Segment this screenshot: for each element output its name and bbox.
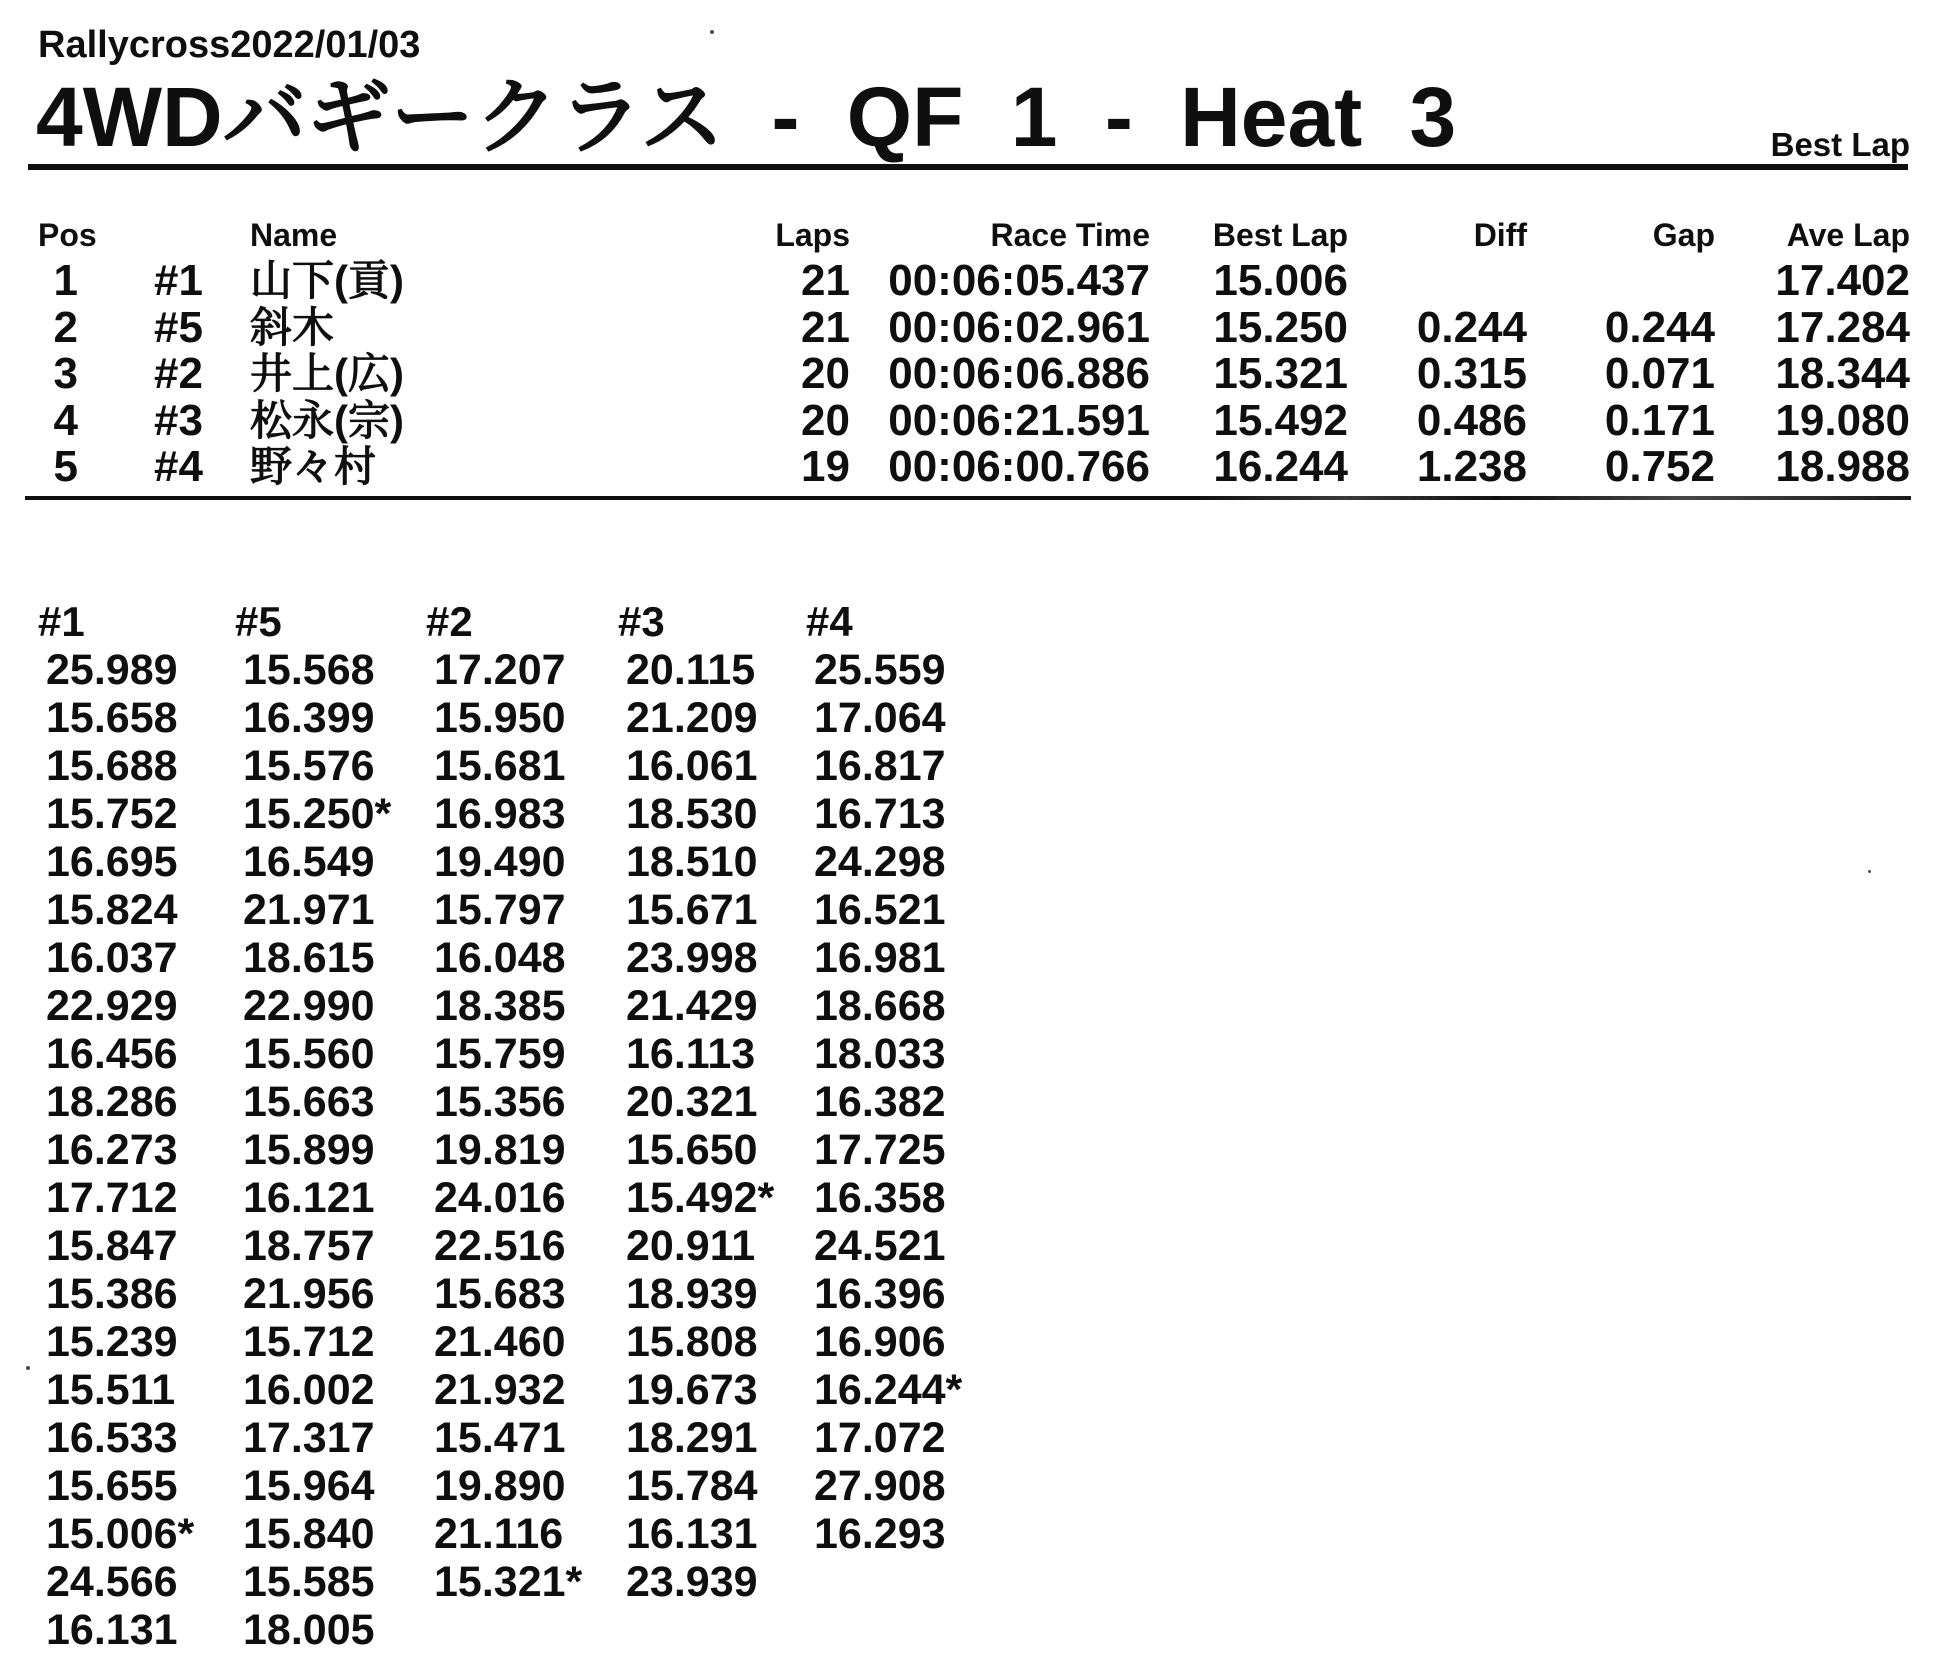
lap-time: 15.576 bbox=[243, 742, 375, 790]
results-body bbox=[38, 258, 1910, 490]
lap-time: 21.932 bbox=[434, 1366, 566, 1414]
col-header-laps: Laps bbox=[775, 217, 850, 253]
cell-car-number: #1 bbox=[154, 256, 203, 306]
cell-ave-lap: 18.344 bbox=[1775, 349, 1910, 399]
lap-time: 15.492* bbox=[626, 1174, 775, 1222]
cell-laps: 21 bbox=[801, 256, 850, 306]
lap-time: 21.116 bbox=[434, 1510, 564, 1558]
results-divider-line bbox=[25, 496, 1911, 500]
col-header-name: Name bbox=[250, 217, 338, 253]
lap-time: 17.064 bbox=[814, 694, 946, 742]
title-divider-line bbox=[28, 164, 1908, 170]
cell-ave-lap: 17.284 bbox=[1775, 302, 1910, 352]
lap-time: 21.209 bbox=[626, 694, 758, 742]
lap-time: 24.566 bbox=[46, 1558, 178, 1606]
cell-car-number: #2 bbox=[154, 349, 203, 399]
lap-time: 18.291 bbox=[626, 1414, 758, 1462]
lap-time: 16.121 bbox=[243, 1174, 375, 1222]
lap-time: 16.037 bbox=[46, 934, 178, 982]
cell-car-number: #3 bbox=[154, 395, 203, 445]
lap-time: 15.964 bbox=[243, 1462, 375, 1510]
results-header-row bbox=[38, 212, 1910, 258]
lap-time: 16.533 bbox=[46, 1414, 178, 1462]
results-row bbox=[38, 351, 1910, 397]
scan-speck bbox=[26, 1366, 30, 1370]
lap-time: 15.847 bbox=[46, 1222, 178, 1270]
lap-time: 21.956 bbox=[243, 1270, 375, 1318]
lap-time: 21.971 bbox=[243, 886, 375, 934]
lap-time: 16.358 bbox=[814, 1174, 946, 1222]
lap-time: 22.929 bbox=[46, 982, 178, 1030]
lap-time: 18.286 bbox=[46, 1078, 178, 1126]
lap-time: 15.650 bbox=[626, 1126, 758, 1174]
lap-time: 15.663 bbox=[243, 1078, 375, 1126]
lap-time: 19.819 bbox=[434, 1126, 566, 1174]
cell-race-time: 00:06:00.766 bbox=[888, 441, 1150, 491]
col-header-pos: Pos bbox=[38, 217, 97, 253]
cell-race-time: 00:06:05.437 bbox=[888, 256, 1150, 306]
lap-time: 15.386 bbox=[46, 1270, 178, 1318]
lap-time: 19.673 bbox=[626, 1366, 758, 1414]
col-header-racetime: Race Time bbox=[990, 217, 1150, 253]
lap-time: 16.131 bbox=[46, 1606, 178, 1654]
lap-time: 21.429 bbox=[626, 982, 758, 1030]
lap-time: 15.671 bbox=[626, 886, 758, 934]
lap-time: 15.784 bbox=[626, 1462, 758, 1510]
col-header-gap: Gap bbox=[1652, 217, 1715, 253]
car-number-header: #4 bbox=[806, 598, 853, 645]
results-row bbox=[38, 258, 1910, 304]
cell-best-lap: 15.250 bbox=[1213, 302, 1348, 352]
lap-time: 16.113 bbox=[626, 1030, 756, 1078]
lap-time: 15.683 bbox=[434, 1270, 566, 1318]
cell-race-time: 00:06:02.961 bbox=[888, 302, 1150, 352]
lap-time: 15.006* bbox=[46, 1510, 195, 1558]
lap-time: 20.911 bbox=[626, 1222, 756, 1270]
lap-time: 25.559 bbox=[814, 646, 946, 694]
lap-time: 24.298 bbox=[814, 838, 946, 886]
cell-race-time: 00:06:06.886 bbox=[888, 349, 1150, 399]
lap-time: 16.549 bbox=[243, 838, 375, 886]
cell-diff: 0.315 bbox=[1416, 349, 1527, 399]
lap-time: 16.293 bbox=[814, 1510, 946, 1558]
cell-laps: 20 bbox=[801, 395, 850, 445]
cell-pos: 3 bbox=[53, 349, 78, 399]
lap-time: 16.817 bbox=[814, 742, 946, 790]
lap-time: 16.521 bbox=[814, 886, 946, 934]
lap-time: 16.713 bbox=[814, 790, 946, 838]
lap-time: 25.989 bbox=[46, 646, 178, 694]
cell-gap: 0.071 bbox=[1604, 349, 1715, 399]
cell-driver-name: 山下(貢) bbox=[250, 257, 404, 305]
lap-time: 15.239 bbox=[46, 1318, 178, 1366]
cell-best-lap: 15.321 bbox=[1213, 349, 1348, 399]
lap-time: 15.250* bbox=[243, 790, 392, 838]
lap-time: 18.033 bbox=[814, 1030, 946, 1078]
lap-time: 16.399 bbox=[243, 694, 375, 742]
cell-race-time: 00:06:21.591 bbox=[888, 395, 1150, 445]
lap-time: 17.725 bbox=[814, 1126, 946, 1174]
col-header-bestlap: Best Lap bbox=[1212, 217, 1348, 253]
results-row bbox=[38, 395, 1910, 445]
lap-time: 15.797 bbox=[434, 886, 566, 934]
cell-laps: 21 bbox=[801, 302, 850, 352]
lap-time: 15.759 bbox=[434, 1030, 566, 1078]
lap-time: 15.356 bbox=[434, 1078, 566, 1126]
lap-time: 18.530 bbox=[626, 790, 758, 838]
cell-best-lap: 16.244 bbox=[1213, 441, 1348, 491]
lap-time: 15.511 bbox=[46, 1366, 176, 1414]
lap-time: 23.939 bbox=[626, 1558, 758, 1606]
lap-time: 22.990 bbox=[243, 982, 375, 1030]
cell-pos: 5 bbox=[53, 441, 78, 491]
lap-time: 22.516 bbox=[434, 1222, 566, 1270]
cell-laps: 20 bbox=[801, 349, 850, 399]
lap-column bbox=[235, 598, 427, 1654]
results-row bbox=[38, 302, 1910, 352]
cell-best-lap: 15.006 bbox=[1213, 256, 1348, 306]
lap-time: 15.808 bbox=[626, 1318, 758, 1366]
lap-time: 18.615 bbox=[243, 934, 375, 982]
lap-time: 16.273 bbox=[46, 1126, 178, 1174]
lap-time: 16.396 bbox=[814, 1270, 946, 1318]
lap-time: 18.385 bbox=[434, 982, 566, 1030]
cell-gap: 0.752 bbox=[1604, 441, 1715, 491]
car-number-header: #3 bbox=[618, 598, 665, 645]
lap-time: 27.908 bbox=[814, 1462, 946, 1510]
lap-time: 15.824 bbox=[46, 886, 178, 934]
lap-time: 15.752 bbox=[46, 790, 178, 838]
lap-time: 19.490 bbox=[434, 838, 566, 886]
lap-time: 15.655 bbox=[46, 1462, 178, 1510]
lap-time: 21.460 bbox=[434, 1318, 566, 1366]
page-title: 4WDバギークラス - QF 1 - Heat 3 bbox=[36, 70, 1457, 164]
cell-pos: 2 bbox=[53, 302, 78, 352]
cell-pos: 1 bbox=[53, 256, 78, 306]
lap-time: 15.471 bbox=[434, 1414, 566, 1462]
results-row bbox=[38, 441, 1910, 491]
lap-time: 24.016 bbox=[434, 1174, 566, 1222]
lap-time: 15.950 bbox=[434, 694, 566, 742]
lap-time: 20.115 bbox=[626, 646, 756, 694]
lap-column bbox=[618, 598, 810, 1606]
cell-driver-name: 斜木 bbox=[250, 303, 335, 351]
lap-time: 17.207 bbox=[434, 646, 566, 694]
lap-time: 20.321 bbox=[626, 1078, 758, 1126]
lap-time: 23.998 bbox=[626, 934, 758, 982]
cell-laps: 19 bbox=[801, 441, 850, 491]
cell-ave-lap: 19.080 bbox=[1775, 395, 1910, 445]
lap-time: 15.681 bbox=[434, 742, 566, 790]
lap-time: 15.321* bbox=[434, 1558, 583, 1606]
car-number-header: #2 bbox=[426, 598, 473, 645]
lap-time: 19.890 bbox=[434, 1462, 566, 1510]
lap-time: 16.382 bbox=[814, 1078, 946, 1126]
lap-time: 16.048 bbox=[434, 934, 566, 982]
cell-car-number: #4 bbox=[154, 441, 203, 491]
lap-time: 16.906 bbox=[814, 1318, 946, 1366]
lap-time: 16.002 bbox=[243, 1366, 375, 1414]
car-number-header: #5 bbox=[235, 598, 282, 645]
lap-time: 17.072 bbox=[814, 1414, 946, 1462]
lap-time: 18.668 bbox=[814, 982, 946, 1030]
col-header-diff: Diff bbox=[1473, 217, 1527, 253]
results-table bbox=[38, 212, 1910, 490]
cell-car-number: #5 bbox=[154, 302, 203, 352]
cell-pos: 4 bbox=[53, 395, 78, 445]
lap-time: 18.757 bbox=[243, 1222, 375, 1270]
cell-diff: 1.238 bbox=[1416, 441, 1527, 491]
scan-speck bbox=[710, 30, 714, 34]
lap-chart bbox=[0, 598, 1936, 1658]
cell-ave-lap: 18.988 bbox=[1775, 441, 1910, 491]
lap-time: 15.712 bbox=[243, 1318, 375, 1366]
lap-time: 18.510 bbox=[626, 838, 758, 886]
lap-time: 24.521 bbox=[814, 1222, 946, 1270]
cell-gap: 0.171 bbox=[1604, 395, 1715, 445]
cell-driver-name: 松永(宗) bbox=[250, 396, 404, 444]
cell-diff: 0.486 bbox=[1416, 395, 1527, 445]
cell-diff: 0.244 bbox=[1416, 302, 1527, 352]
cell-best-lap: 15.492 bbox=[1213, 395, 1348, 445]
lap-time: 17.712 bbox=[46, 1174, 178, 1222]
col-header-avelap: Ave Lap bbox=[1786, 217, 1910, 253]
lap-time: 15.560 bbox=[243, 1030, 375, 1078]
lap-time: 15.899 bbox=[243, 1126, 375, 1174]
cell-driver-name: 野々村 bbox=[250, 442, 377, 490]
scan-speck bbox=[1868, 870, 1871, 873]
cell-driver-name: 井上(広) bbox=[250, 350, 404, 398]
lap-time: 16.981 bbox=[814, 934, 946, 982]
cell-ave-lap: 17.402 bbox=[1775, 256, 1910, 306]
lap-time: 15.568 bbox=[243, 646, 375, 694]
best-lap-corner-label: Best Lap bbox=[1770, 126, 1910, 163]
lap-time: 16.456 bbox=[46, 1030, 178, 1078]
lap-time: 15.658 bbox=[46, 694, 178, 742]
lap-time: 18.939 bbox=[626, 1270, 758, 1318]
lap-time: 16.695 bbox=[46, 838, 178, 886]
lap-time: 15.688 bbox=[46, 742, 178, 790]
lap-time: 15.585 bbox=[243, 1558, 375, 1606]
event-date-label: Rallycross2022/01/03 bbox=[38, 24, 421, 66]
lap-column bbox=[806, 598, 998, 1558]
lap-column bbox=[38, 598, 230, 1654]
lap-column bbox=[426, 598, 618, 1606]
lap-time: 16.244* bbox=[814, 1366, 963, 1414]
car-number-header: #1 bbox=[38, 598, 85, 645]
lap-time: 17.317 bbox=[243, 1414, 375, 1462]
lap-time: 15.840 bbox=[243, 1510, 375, 1558]
lap-time: 18.005 bbox=[243, 1606, 375, 1654]
lap-time: 16.061 bbox=[626, 742, 758, 790]
cell-gap: 0.244 bbox=[1604, 302, 1715, 352]
lap-time: 16.131 bbox=[626, 1510, 758, 1558]
lap-time: 16.983 bbox=[434, 790, 566, 838]
